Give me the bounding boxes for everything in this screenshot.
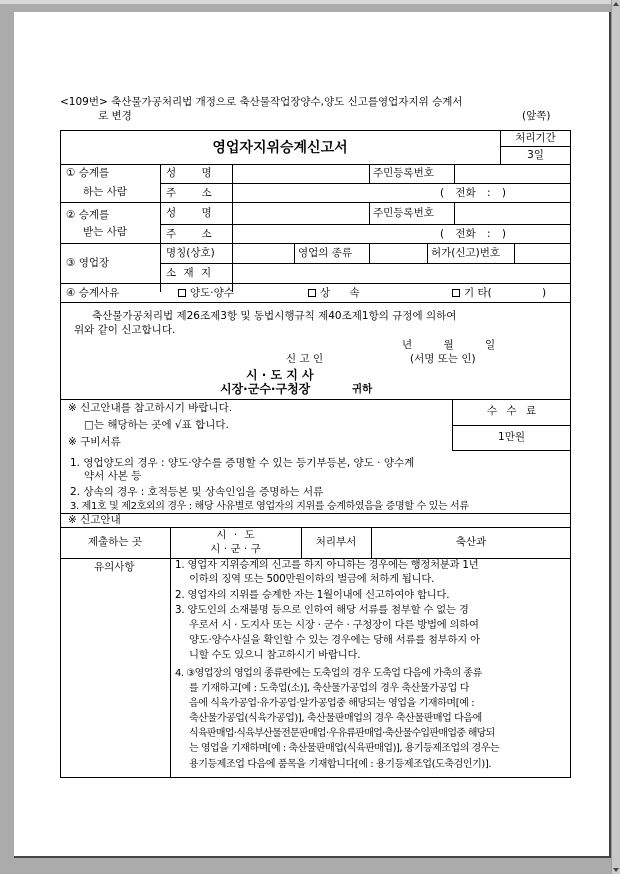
- caution-line: 를 기재하고[예 : 도축업(소)], 축산물가공업의 경우 축산물가공업 다: [189, 683, 469, 694]
- document-page: [14, 12, 611, 858]
- addressee-to: 귀하: [352, 383, 373, 395]
- successor-rrn-label: 주민등록번호: [373, 167, 434, 179]
- dept-value: 축산과: [455, 536, 487, 548]
- guide-mark: □는 해당하는 곳에 √표 합니다.: [84, 419, 229, 431]
- recipient-label2: 받는 사람: [83, 226, 127, 238]
- guide-ref: ※ 신고안내를 참고하시기 바랍니다.: [68, 402, 233, 414]
- form-title: 영업자지위승계신고서: [212, 140, 348, 156]
- location-label: 소 재 지: [166, 267, 212, 279]
- header-line2: 로 변경: [98, 110, 132, 122]
- reason-other-checkbox[interactable]: [452, 289, 460, 297]
- docs-title: ※ 구비서류: [68, 436, 121, 448]
- submit-to-city: 시 · 군 · 구: [210, 543, 261, 555]
- reason-opt3: 기 타(: [464, 287, 492, 299]
- successor-name-label: 성 명: [166, 167, 212, 179]
- declaration-text2: 위와 같이 신고합니다.: [74, 324, 176, 336]
- reason-opt2: 상 속: [320, 287, 360, 299]
- caution-line: 용기등제조업 다음에 품목을 기재합니다[예 : 용기등제조업(도축검인기)].: [189, 759, 492, 770]
- submit-to-province: 시 · 도: [216, 529, 255, 541]
- doc2: 2. 상속의 경우 : 호적등본 및 상속인임을 증명하는 서류: [70, 486, 324, 498]
- doc3: 3. 제1호 및 제2호외의 경우 : 해당 사유별로 영업자의 지위를 승계하였음을 증명할 수 있는 서류: [70, 501, 469, 512]
- front-mark: (앞쪽): [522, 110, 551, 122]
- processing-label: 처리기간: [515, 132, 556, 144]
- business-label: ③ 영업장: [66, 257, 110, 269]
- business-type-label: 영업의 종류: [298, 247, 353, 259]
- reason-opt1: 양도·양수: [190, 287, 234, 299]
- addressee-mayor: 시장·군수·구청장: [220, 382, 311, 396]
- reason-label: ④ 승계사유: [66, 287, 120, 299]
- caution-line: 축산물가공업(식육가공업)], 축산물판매업의 경우 축산물판매업 다음에: [189, 713, 482, 724]
- recipient-name-label: 성 명: [166, 207, 212, 219]
- successor-phone: ( 전화 : ): [440, 187, 507, 199]
- vertical-scrollbar[interactable]: [611, 0, 620, 874]
- reason-transfer-checkbox[interactable]: [178, 289, 186, 297]
- reporter-label: 신 고 인: [286, 353, 324, 365]
- dept-label: 처리부서: [315, 536, 357, 548]
- license-no-label: 허가(신고)번호: [431, 247, 501, 259]
- caution-line: 이하의 징역 또는 500만원이하의 벌금에 처하게 됩니다.: [189, 573, 435, 585]
- recipient-address-label: 주 소: [166, 228, 212, 240]
- caution-line: 음에 식육가공업·유가공업·알가공업중 해당되는 영업을 기재하며[예 :: [189, 698, 475, 709]
- trade-name-label: 명칭(상호): [166, 247, 215, 259]
- recipient-label1: ② 승계를: [66, 209, 110, 221]
- caution-line: 양도·양수사실을 확인할 수 있는 경우에는 당해 서류를 첨부하지 아: [189, 634, 480, 646]
- caution-line: 4. ③영업장의 영업의 종류란에는 도축업의 경우 도축업 다음에 가축의 종류: [175, 668, 482, 679]
- submit-label: 제출하는 곳: [87, 536, 143, 548]
- recipient-phone: ( 전화 : ): [440, 228, 507, 240]
- caution-line: 식육판매업·식육부산물전문판매업·우유류판매업·축산물수입판매업중 해당되: [189, 728, 495, 739]
- recipient-rrn-label: 주민등록번호: [373, 207, 434, 219]
- header-line1: <109번> 축산물가공처리법 개정으로 축산물작업장양수,양도 신고를영업자지위 승계서: [60, 96, 463, 108]
- caution-line: 는 영업을 기재하며[예 : 축산물판매업(식육판매업)], 용기등제조업의 경우는: [189, 743, 500, 754]
- successor-label2: 하는 사람: [83, 186, 127, 198]
- reason-inherit-checkbox[interactable]: [308, 289, 316, 297]
- addressee-governor: 시 · 도 지 사: [246, 368, 314, 382]
- signature-label: (서명 또는 인): [410, 353, 476, 365]
- successor-address-label: 주 소: [166, 187, 212, 199]
- caution-line: 3. 양도인의 소재불명 등으로 인하여 해당 서류를 첨부할 수 없는 경: [175, 604, 469, 616]
- scroll-up-icon[interactable]: [613, 2, 619, 6]
- notice-title: ※ 신고안내: [68, 514, 121, 526]
- reason-opt3-close: ): [542, 287, 547, 299]
- scroll-down-icon[interactable]: [613, 868, 619, 872]
- caution-label: 유의사항: [94, 561, 135, 573]
- caution-line: 2. 영업자의 지위를 승계한 자는 1월이내에 신고하여야 합니다.: [175, 589, 450, 601]
- caution-line: 니할 수도 있으니 참고하시기 바랍니다.: [189, 649, 361, 661]
- declaration-date: 년 월 일: [402, 339, 496, 351]
- declaration-text1: 축산물가공처리법 제26조제3항 및 동법시행규칙 제40조제1항의 규정에 의하여: [92, 310, 457, 322]
- caution-line: 우로서 시 · 도지사 또는 시장 · 군수 · 구청장이 다른 방법에 의하여: [189, 619, 479, 631]
- processing-value: 3일: [527, 149, 544, 161]
- window-top-strip: [0, 0, 620, 4]
- successor-label1: ① 승계를: [66, 167, 110, 179]
- caution-line: 1. 영업자 지위승계의 신고를 하지 아니하는 경우에는 행정처분과 1년: [175, 559, 479, 571]
- fee-value: 1만원: [498, 431, 525, 443]
- doc1-line1: 1. 영업양도의 경우 : 양도·양수를 증명할 수 있는 등기부등본, 양도 · 양수계: [70, 457, 415, 469]
- fee-label: 수 수 료: [486, 405, 537, 417]
- doc1-line2: 약서 사본 등: [84, 470, 142, 482]
